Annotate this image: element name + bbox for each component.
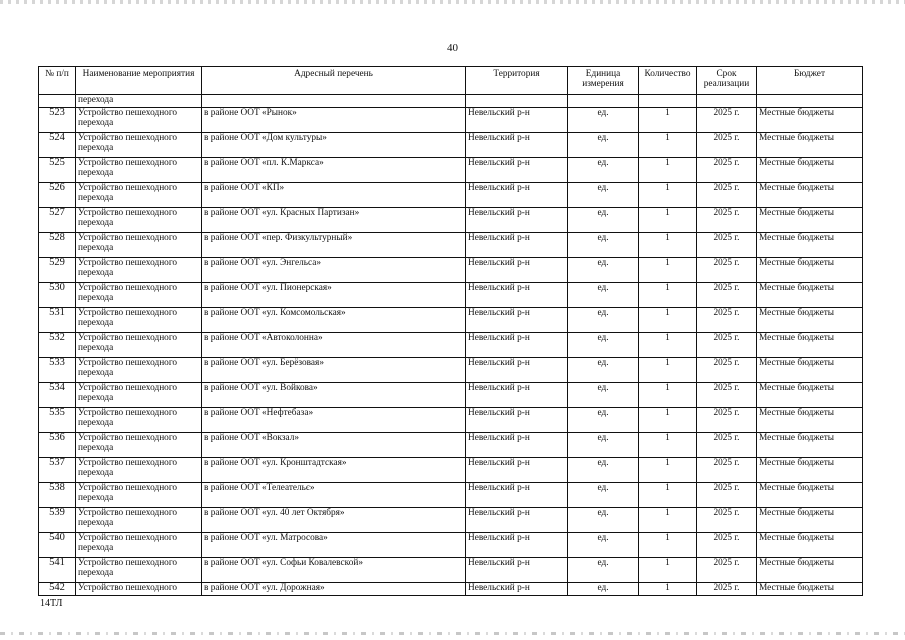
cell-num: 523 [39, 108, 76, 133]
cell-budget: Местные бюджеты [757, 158, 863, 183]
header-quantity: Количество [639, 67, 697, 95]
cell-address: в районе ООТ «пл. К.Маркса» [202, 158, 466, 183]
cell-address: в районе ООТ «Автоколонна» [202, 333, 466, 358]
cell-unit: ед. [568, 583, 639, 596]
cell-budget: Местные бюджеты [757, 183, 863, 208]
cell-quantity: 1 [639, 583, 697, 596]
cell-territory: Невельский р-н [466, 483, 568, 508]
cell-budget: Местные бюджеты [757, 433, 863, 458]
cell-budget: Местные бюджеты [757, 108, 863, 133]
footer-code: 14ТЛ [40, 598, 63, 609]
cell-unit: ед. [568, 333, 639, 358]
cell-quantity: 1 [639, 258, 697, 283]
cell-territory: Невельский р-н [466, 408, 568, 433]
cell-address: в районе ООТ «Рынок» [202, 108, 466, 133]
cell-name: Устройство пешеходного перехода [76, 383, 202, 408]
cell-quantity: 1 [639, 408, 697, 433]
cell-name: Устройство пешеходного перехода [76, 483, 202, 508]
cell-quantity: 1 [639, 108, 697, 133]
cell-empty [639, 95, 697, 108]
table-body [39, 95, 863, 596]
cell-budget: Местные бюджеты [757, 558, 863, 583]
cell-unit: ед. [568, 233, 639, 258]
cell-budget: Местные бюджеты [757, 483, 863, 508]
header-unit: Единица измерения [568, 67, 639, 95]
cell-period: 2025 г. [697, 558, 757, 583]
cell-period: 2025 г. [697, 108, 757, 133]
cell-unit: ед. [568, 308, 639, 333]
cell-address: в районе ООТ «ул. Красных Партизан» [202, 208, 466, 233]
table-row [39, 233, 863, 258]
cell-num: 527 [39, 208, 76, 233]
cell-budget: Местные бюджеты [757, 458, 863, 483]
cell-num: 536 [39, 433, 76, 458]
cell-territory: Невельский р-н [466, 283, 568, 308]
cell-num: 532 [39, 333, 76, 358]
table-row [39, 133, 863, 158]
cell-territory: Невельский р-н [466, 133, 568, 158]
cell-num: 524 [39, 133, 76, 158]
page-number: 40 [447, 42, 458, 54]
cell-budget: Местные бюджеты [757, 258, 863, 283]
cell-period: 2025 г. [697, 158, 757, 183]
cell-name: Устройство пешеходного перехода [76, 433, 202, 458]
cell-empty [466, 95, 568, 108]
cell-quantity: 1 [639, 133, 697, 158]
cell-quantity: 1 [639, 533, 697, 558]
cell-territory: Невельский р-н [466, 583, 568, 596]
cell-address: в районе ООТ «ул. Дорожная» [202, 583, 466, 596]
header-num: № п/п [39, 67, 76, 95]
cell-unit: ед. [568, 508, 639, 533]
cell-quantity: 1 [639, 383, 697, 408]
cell-address: в районе ООТ «ул. Берёзовая» [202, 358, 466, 383]
cell-budget: Местные бюджеты [757, 383, 863, 408]
cell-territory: Невельский р-н [466, 158, 568, 183]
cell-period: 2025 г. [697, 383, 757, 408]
cell-territory: Невельский р-н [466, 458, 568, 483]
cell-address: в районе ООТ «ул. Комсомольская» [202, 308, 466, 333]
cell-quantity: 1 [639, 458, 697, 483]
cell-unit: ед. [568, 158, 639, 183]
cell-period: 2025 г. [697, 233, 757, 258]
header-address: Адресный перечень [202, 67, 466, 95]
cell-unit: ед. [568, 383, 639, 408]
cell-period: 2025 г. [697, 508, 757, 533]
cell-quantity: 1 [639, 558, 697, 583]
cell-empty [757, 95, 863, 108]
table-row [39, 558, 863, 583]
cell-num: 528 [39, 233, 76, 258]
table-row [39, 183, 863, 208]
table-row [39, 408, 863, 433]
cell-address: в районе ООТ «Нефтебаза» [202, 408, 466, 433]
cell-period: 2025 г. [697, 583, 757, 596]
cell-budget: Местные бюджеты [757, 533, 863, 558]
cell-territory: Невельский р-н [466, 233, 568, 258]
cell-name: Устройство пешеходного перехода [76, 508, 202, 533]
cell-territory: Невельский р-н [466, 208, 568, 233]
table-row [39, 358, 863, 383]
header-period: Срок реализации [697, 67, 757, 95]
cell-quantity: 1 [639, 508, 697, 533]
cell-name: Устройство пешеходного перехода [76, 283, 202, 308]
cell-unit: ед. [568, 283, 639, 308]
cell-num: 526 [39, 183, 76, 208]
cell-budget: Местные бюджеты [757, 308, 863, 333]
cell-territory: Невельский р-н [466, 333, 568, 358]
cell-budget: Местные бюджеты [757, 358, 863, 383]
cell-unit: ед. [568, 258, 639, 283]
cell-unit: ед. [568, 108, 639, 133]
cell-territory: Невельский р-н [466, 433, 568, 458]
header-budget: Бюджет [757, 67, 863, 95]
cell-period: 2025 г. [697, 308, 757, 333]
continuation-text: перехода [76, 95, 202, 108]
continuation-row [39, 95, 863, 108]
cell-quantity: 1 [639, 483, 697, 508]
cell-territory: Невельский р-н [466, 258, 568, 283]
cell-name: Устройство пешеходного перехода [76, 458, 202, 483]
cell-unit: ед. [568, 483, 639, 508]
cell-budget: Местные бюджеты [757, 233, 863, 258]
cell-budget: Местные бюджеты [757, 333, 863, 358]
cell-period: 2025 г. [697, 358, 757, 383]
table-row [39, 383, 863, 408]
cell-num: 535 [39, 408, 76, 433]
table-row [39, 533, 863, 558]
cell-territory: Невельский р-н [466, 533, 568, 558]
cell-unit: ед. [568, 533, 639, 558]
cell-unit: ед. [568, 558, 639, 583]
table-row [39, 458, 863, 483]
cell-num: 533 [39, 358, 76, 383]
cell-address: в районе ООТ «Телеательє» [202, 483, 466, 508]
cell-empty [697, 95, 757, 108]
cell-name: Устройство пешеходного перехода [76, 358, 202, 383]
cell-num: 534 [39, 383, 76, 408]
cell-period: 2025 г. [697, 258, 757, 283]
cell-name: Устройство пешеходного перехода [76, 208, 202, 233]
cell-quantity: 1 [639, 233, 697, 258]
cell-num: 525 [39, 158, 76, 183]
cell-quantity: 1 [639, 433, 697, 458]
cell-territory: Невельский р-н [466, 383, 568, 408]
table-row [39, 433, 863, 458]
cell-num: 529 [39, 258, 76, 283]
cell-name: Устройство пешеходного [76, 583, 202, 596]
cell-unit: ед. [568, 433, 639, 458]
cell-address: в районе ООТ «ул. 40 лет Октября» [202, 508, 466, 533]
cell-name: Устройство пешеходного перехода [76, 408, 202, 433]
cell-unit: ед. [568, 408, 639, 433]
cell-quantity: 1 [639, 333, 697, 358]
table-row [39, 258, 863, 283]
table-row [39, 283, 863, 308]
cell-territory: Невельский р-н [466, 108, 568, 133]
cell-num: 542 [39, 583, 76, 596]
cell-period: 2025 г. [697, 458, 757, 483]
cell-period: 2025 г. [697, 533, 757, 558]
cell-num: 537 [39, 458, 76, 483]
cell-unit: ед. [568, 183, 639, 208]
cell-territory: Невельский р-н [466, 308, 568, 333]
cell-address: в районе ООТ «ул. Кронштадтская» [202, 458, 466, 483]
cell-budget: Местные бюджеты [757, 133, 863, 158]
cell-territory: Невельский р-н [466, 508, 568, 533]
cell-territory: Невельский р-н [466, 358, 568, 383]
cell-empty [202, 95, 466, 108]
cell-num: 539 [39, 508, 76, 533]
table-row [39, 108, 863, 133]
cell-name: Устройство пешеходного перехода [76, 333, 202, 358]
cell-empty [39, 95, 76, 108]
cell-budget: Местные бюджеты [757, 283, 863, 308]
cell-name: Устройство пешеходного перехода [76, 233, 202, 258]
cell-unit: ед. [568, 133, 639, 158]
cell-name: Устройство пешеходного перехода [76, 258, 202, 283]
table-row [39, 333, 863, 358]
header-row [39, 67, 863, 95]
cell-period: 2025 г. [697, 333, 757, 358]
cell-address: в районе ООТ «Вокзал» [202, 433, 466, 458]
cell-num: 531 [39, 308, 76, 333]
scan-noise-top [0, 0, 905, 4]
cell-budget: Местные бюджеты [757, 583, 863, 596]
cell-period: 2025 г. [697, 183, 757, 208]
cell-address: в районе ООТ «пер. Физкультурный» [202, 233, 466, 258]
cell-budget: Местные бюджеты [757, 408, 863, 433]
cell-unit: ед. [568, 358, 639, 383]
cell-budget: Местные бюджеты [757, 508, 863, 533]
cell-period: 2025 г. [697, 208, 757, 233]
measures-table [38, 66, 863, 596]
cell-quantity: 1 [639, 158, 697, 183]
header-territory: Территория [466, 67, 568, 95]
cell-empty [568, 95, 639, 108]
cell-quantity: 1 [639, 308, 697, 333]
table-row [39, 483, 863, 508]
scan-noise-bottom [0, 632, 905, 635]
cell-quantity: 1 [639, 283, 697, 308]
cell-period: 2025 г. [697, 283, 757, 308]
cell-num: 541 [39, 558, 76, 583]
cell-num: 540 [39, 533, 76, 558]
table-row [39, 208, 863, 233]
cell-territory: Невельский р-н [466, 183, 568, 208]
cell-territory: Невельский р-н [466, 558, 568, 583]
cell-address: в районе ООТ «ул. Энгельса» [202, 258, 466, 283]
cell-num: 538 [39, 483, 76, 508]
table-row [39, 508, 863, 533]
cell-address: в районе ООТ «ул. Матросова» [202, 533, 466, 558]
cell-budget: Местные бюджеты [757, 208, 863, 233]
table-row [39, 158, 863, 183]
cell-name: Устройство пешеходного перехода [76, 308, 202, 333]
cell-period: 2025 г. [697, 483, 757, 508]
table-row [39, 308, 863, 333]
cell-period: 2025 г. [697, 433, 757, 458]
cell-address: в районе ООТ «КП» [202, 183, 466, 208]
cell-unit: ед. [568, 208, 639, 233]
cell-address: в районе ООТ «ул. Пионерская» [202, 283, 466, 308]
cell-name: Устройство пешеходного перехода [76, 533, 202, 558]
cell-period: 2025 г. [697, 133, 757, 158]
cell-name: Устройство пешеходного перехода [76, 108, 202, 133]
cell-address: в районе ООТ «ул. Софьи Ковалевской» [202, 558, 466, 583]
cell-name: Устройство пешеходного перехода [76, 558, 202, 583]
cell-address: в районе ООТ «Дом культуры» [202, 133, 466, 158]
cell-address: в районе ООТ «ул. Войкова» [202, 383, 466, 408]
cell-quantity: 1 [639, 208, 697, 233]
cell-quantity: 1 [639, 358, 697, 383]
cell-name: Устройство пешеходного перехода [76, 183, 202, 208]
cell-num: 530 [39, 283, 76, 308]
header-name: Наименование мероприятия [76, 67, 202, 95]
cell-name: Устройство пешеходного перехода [76, 133, 202, 158]
cell-name: Устройство пешеходного перехода [76, 158, 202, 183]
cell-period: 2025 г. [697, 408, 757, 433]
table-row [39, 583, 863, 596]
cell-unit: ед. [568, 458, 639, 483]
cell-quantity: 1 [639, 183, 697, 208]
